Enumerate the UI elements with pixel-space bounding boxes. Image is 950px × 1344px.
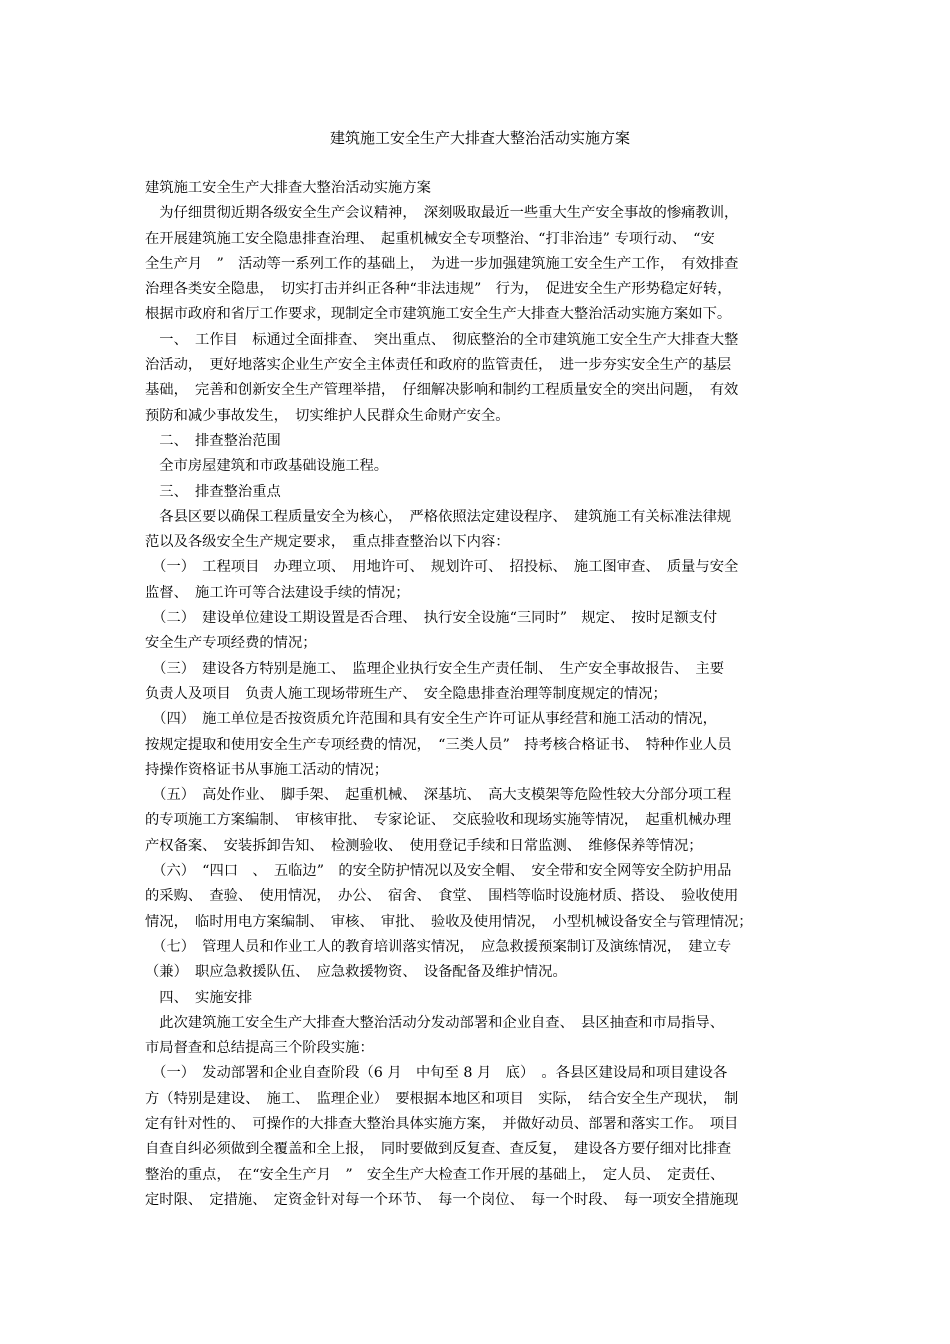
text-line: 产权备案、 安装拆卸告知、 检测验收、 使用登记手续和日常监测、 维修保养等情况； [145,837,703,854]
text-line: 基础， 完善和创新安全生产管理举措， 仔细解决影响和制约工程质量安全的突出问题， 有效 [145,382,739,399]
text-line: 方（特别是建设、 施工、 监理企业） 要根据本地区和项目 实际， 结合安全生产现状， 制 [145,1090,739,1107]
text-line: （二） 建设单位建设工期设置是否合理、 执行安全设施“三同时” 规定、 按时足额支付 [145,610,718,627]
text-line: （兼） 职应急救援队伍、 应急救援物资、 设备配备及维护情况。 [145,964,567,981]
text-line: （一） 工程项目 办理立项、 用地许可、 规划许可、 招投标、 施工图审查、 质量与安全 [145,559,739,576]
document-title: 建筑施工安全生产大排查大整治活动实施方案 [329,129,630,147]
text-line: 自查自纠必须做到全覆盖和全上报， 同时要做到反复查、查反复， 建设各方要仔细对比排查 [145,1141,732,1158]
text-line: 建筑施工安全生产大排查大整治活动实施方案 [145,180,431,196]
text-line: 治理各类安全隐患， 切实打击并纠正各种“非法违规” 行为， 促进安全生产形势稳定好转， [145,281,732,298]
text-line: （六） “四口 、 五临边” 的安全防护情况以及安全帽、 安全带和安全网等安全防护用品 [145,863,732,880]
text-line: 定时限、 定措施、 定资金针对每一个环节、 每一个岗位、 每一个时段、 每一项安全措施现 [145,1191,739,1208]
text-line: 预防和减少事故发生， 切实维护人民群众生命财产安全。 [145,407,510,424]
text-line: 四、 实施安排 [145,989,253,1006]
text-line: 持操作资格证书从事施工活动的情况； [145,761,389,778]
text-line: （五） 高处作业、 脚手架、 起重机械、 深基坑、 高大支模架等危险性较大分部分项工程 [145,787,732,804]
text-line: 各县区要以确保工程质量安全为核心， 严格依照法定建设程序、 建筑施工有关标准法律规 [145,508,732,525]
text-line: 根据市政府和省厅工作要求，现制定全市建筑施工安全生产大排查大整治活动实施方案如下。 [145,306,732,323]
text-line: 范以及各级安全生产规定要求， 重点排查整治以下内容： [145,534,510,551]
text-line: （三） 建设各方特别是施工、 监理企业执行安全生产责任制、 生产安全事故报告、 主要 [145,660,725,677]
text-line: 监督、 施工许可等合法建设手续的情况； [145,584,410,601]
text-line: 情况， 临时用电方案编制、 审核、 审批、 验收及使用情况， 小型机械设备安全与管理情况； [145,913,753,930]
text-line: 安全生产专项经费的情况； [145,635,317,652]
text-line: 整治的重点， 在“安全生产月 ” 安全生产大检查工作开展的基础上， 定人员、 定责任、 [145,1166,725,1183]
text-line: 为仔细贯彻近期各级安全生产会议精神， 深刻吸取最近一些重大生产安全事故的惨痛教训， [145,205,739,222]
text-line: 全生产月 ” 活动等一系列工作的基础上， 为进一步加强建筑施工安全生产工作， 有效排查 [145,255,739,272]
text-line: 三、 排查整治重点 [145,483,281,500]
text-line: 定有针对性的、 可操作的大排查大整治具体实施方案， 并做好动员、部署和落实工作。 项目 [145,1115,739,1132]
text-line: 的专项施工方案编制、 审核审批、 专家论证、 交底验收和现场实施等情况， 起重机械办理 [145,812,732,829]
text-line: 二、 排查整治范围 [145,432,281,449]
text-line: 一、 工作目 标通过全面排查、 突出重点、 彻底整治的全市建筑施工安全生产大排查大整 [145,331,739,348]
text-line: 在开展建筑施工安全隐患排查治理、 起重机械安全专项整治、“打非治违” 专项行动、 “安 [145,230,715,247]
text-line: 此次建筑施工安全生产大排查大整治活动分发动部署和企业自查、 县区抽查和市局指导、 [145,1014,725,1031]
text-line: 全市房屋建筑和市政基础设施工程。 [145,458,389,475]
text-line: （四） 施工单位是否按资质允许范围和具有安全生产许可证从事经营和施工活动的情况， [145,711,717,728]
text-line: 的采购、 查验、 使用情况， 办公、 宿舍、 食堂、 围档等临时设施材质、搭设、 验收使用 [145,888,739,905]
text-line: （七） 管理人员和作业工人的教育培训落实情况， 应急救援预案制订及演练情况， 建立专 [145,938,732,955]
text-line: 市局督查和总结提高三个阶段实施： [145,1040,374,1057]
text-line: 负责人及项目 负责人施工现场带班生产、 安全隐患排查治理等制度规定的情况； [145,685,667,702]
text-line: （一） 发动部署和企业自查阶段（6 月 中旬至 8 月 底） 。各县区建设局和项目建设各 [145,1065,728,1082]
text-line: 治活动， 更好地落实企业生产安全主体责任和政府的监管责任， 进一步夯实安全生产的基层 [145,357,732,374]
text-line: 按规定提取和使用安全生产专项经费的情况， “三类人员” 持考核合格证书、 特种作业人员 [145,736,732,753]
document-body [145,176,815,1213]
